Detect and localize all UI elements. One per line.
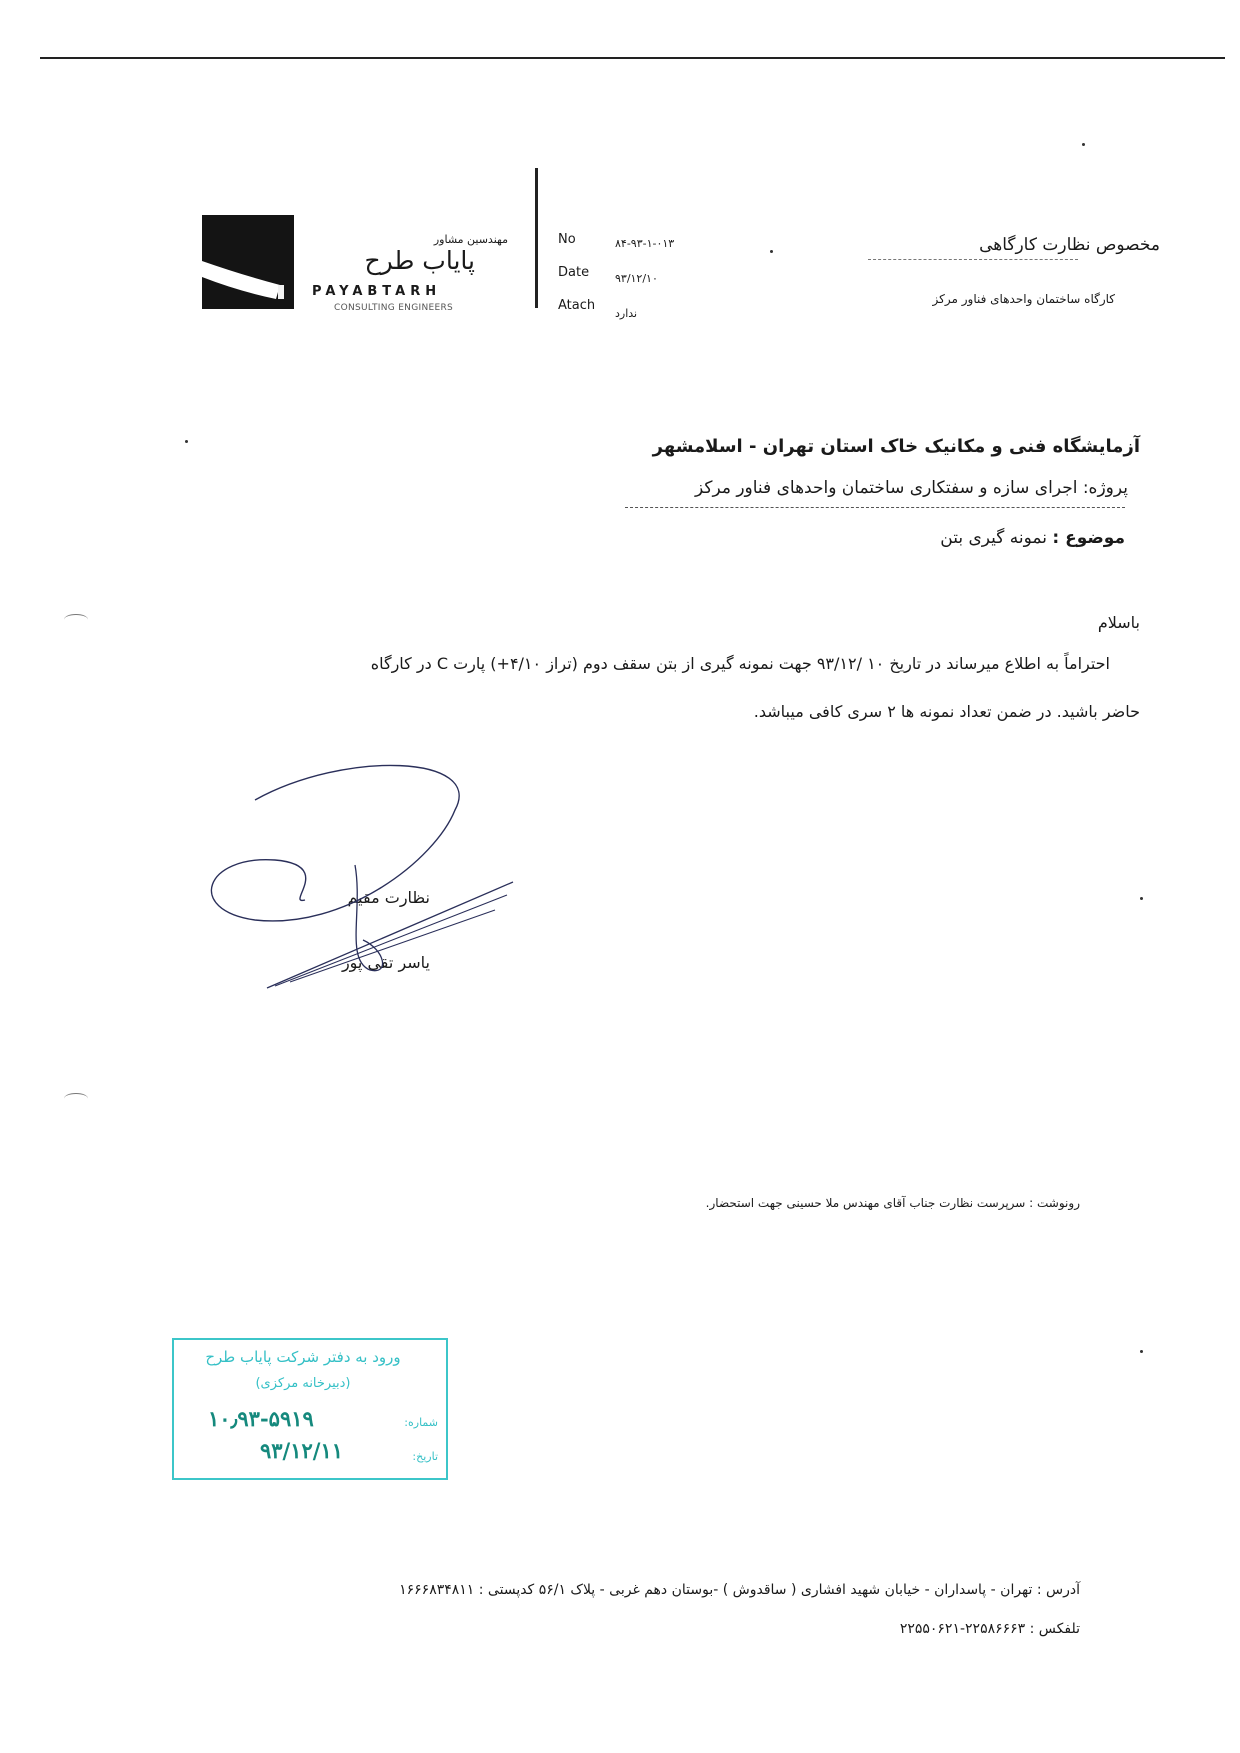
scan-speck [1140, 1350, 1143, 1353]
stamp-date-value: ۹۳/۱۲/۱۱ [260, 1438, 344, 1463]
department-subtitle: کارگاه ساختمان واحدهای فناور مرکز [932, 292, 1115, 306]
header-divider [535, 168, 538, 308]
scan-mark [64, 1093, 88, 1104]
stamp-number-value: ۱۰٫۹۳-۵۹۱۹ [208, 1406, 314, 1431]
project-underline [625, 507, 1125, 508]
body-paragraph-line-1: احتراماً به اطلاع میرساند در تاریخ ۱۰ /۹۳/۱۲ جهت نمونه گیری از بتن سقف دوم (تراز ۴/۱۰+) پارت C در کارگاه [370, 654, 1110, 673]
department-title: مخصوص نظارت کارگاهی [979, 235, 1160, 255]
scan-speck [185, 440, 188, 443]
letter-date-value: ۹۳/۱۲/۱۰ [615, 272, 658, 285]
subject-line [760, 528, 1125, 548]
project-line: پروژه: اجرای سازه و سفتکاری ساختمان واحدهای فناور مرکز [694, 478, 1128, 498]
scan-speck [770, 250, 773, 253]
stamp-line-1: ورود به دفتر شرکت پایاب طرح [205, 1348, 401, 1366]
department-underline [868, 259, 1078, 260]
body-paragraph-line-2: حاضر باشید. در ضمن تعداد نمونه ها ۲ سری کافی میباشد. [753, 702, 1140, 721]
footer-address: آدرس : تهران - پاسداران - خیابان شهید افشاری ( ساقدوش ) -بوستان دهم غربی - پلاک ۵۶/۱ کدپستی : ۱۶۶۶۸۳۴۸۱۱ [399, 1582, 1080, 1598]
registration-stamp [172, 1338, 448, 1480]
recipient-lab: آزمایشگاه فنی و مکانیک خاک استان تهران - اسلامشهر [652, 436, 1140, 457]
letter-no-label: No [558, 232, 576, 247]
company-name-en: PAYABTARH [312, 284, 442, 299]
top-rule [40, 57, 1225, 59]
subject-value: نمونه گیری بتن [940, 528, 1047, 548]
signature-name: یاسر تقی پور [341, 953, 430, 972]
company-name-fa-small: مهندسین مشاور [433, 233, 508, 246]
letter-attach-label: Atach [558, 298, 596, 313]
stamp-number-label: شماره: [404, 1416, 438, 1429]
logo-mark-icon [202, 215, 294, 309]
letter-no-value: ۸۴-۹۳-۱-۰۱۳ [615, 237, 675, 250]
signature-title: نظارت مقیم [347, 888, 430, 907]
company-subtitle-en: CONSULTING ENGINEERS [334, 303, 454, 313]
scan-speck [1140, 897, 1143, 900]
scan-speck [1082, 143, 1085, 146]
company-name-fa: پایاب طرح [364, 246, 475, 275]
cc-line: رونوشت : سرپرست نظارت جناب آقای مهندس ملا حسینی جهت استحضار. [705, 1196, 1080, 1210]
footer-phone: تلفکس : ۲۲۵۸۶۶۶۳-۲۲۵۵۰۶۲۱ [899, 1621, 1080, 1637]
scan-mark [64, 614, 88, 625]
letter-attach-value: ندارد [615, 307, 638, 320]
letter-date-label: Date [558, 265, 590, 280]
handwritten-signature [195, 760, 525, 1000]
stamp-date-label: تاریخ: [412, 1450, 438, 1463]
subject-label: موضوع : [1052, 528, 1125, 548]
greeting: باسلام [1097, 613, 1140, 632]
company-logo [202, 215, 294, 309]
stamp-line-2: (دبیرخانه مرکزی) [255, 1376, 351, 1391]
